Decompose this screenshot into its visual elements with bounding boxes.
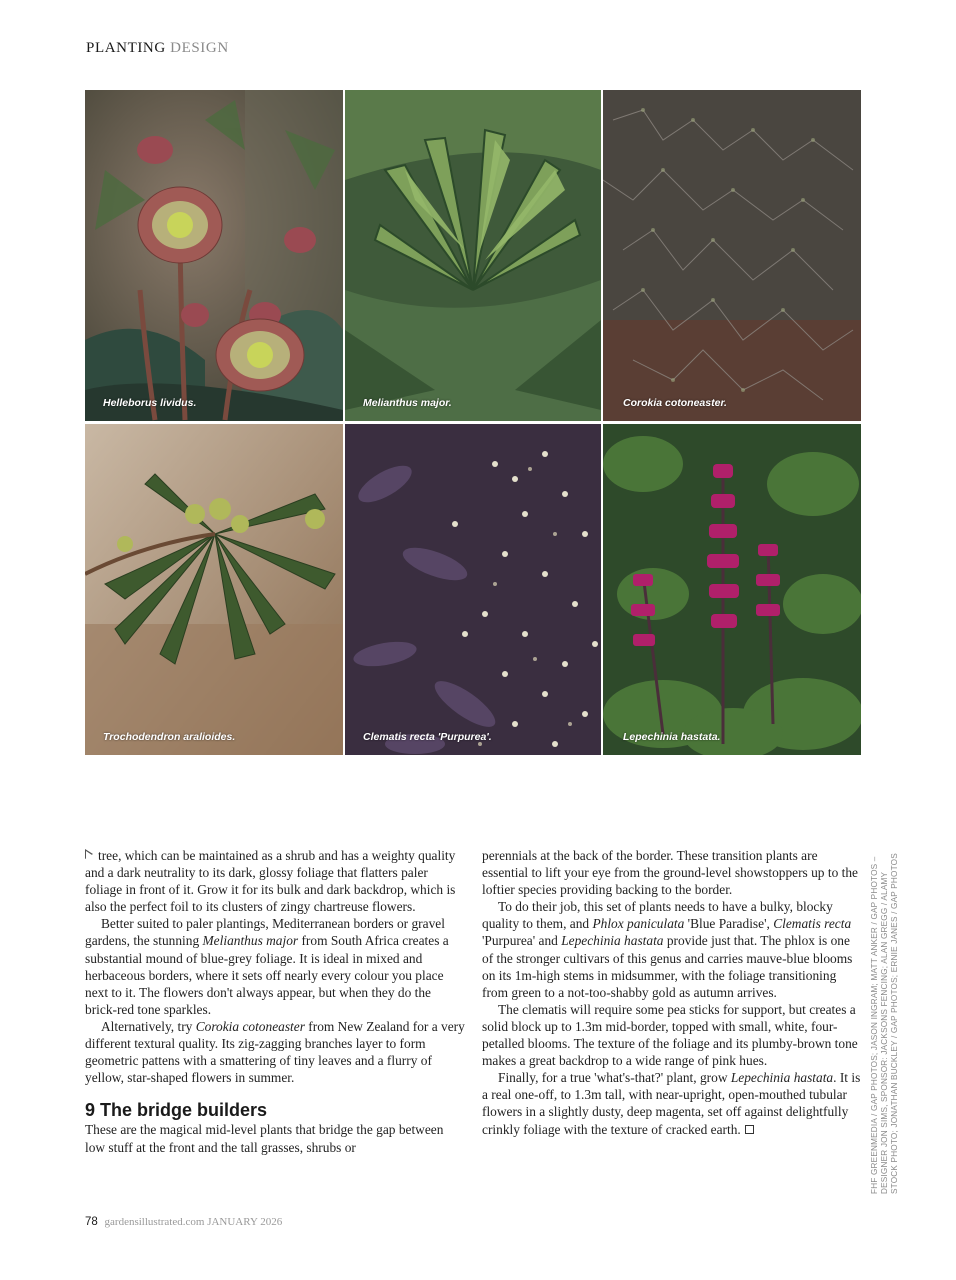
helleborus-image [85, 90, 343, 421]
photo-credits [870, 842, 910, 1194]
photo-clematis [345, 424, 601, 755]
clematis-image [345, 424, 601, 755]
paragraph: The clematis will require some pea sticks for support, but creates a solid block up to 1.3m mid-border, topped with small, white, four-petalled blooms. The texture of the foliage and its plumby-brown tone makes a great backdrop to a wide range of pink hues. [482, 1001, 858, 1069]
paragraph: Better suited to paler plantings, Mediterranean borders or gravel gardens, the stunning Melianthus major from South Africa creates a substantial mound of blue-grey foliage. It is ideal in mixed and herbaceous borders, where it sets off nearly every colour you place next to it. The flowers don't always appear, but when they do the brick-red tone sparkles. [85, 916, 449, 1017]
page-number: 78 [85, 1216, 98, 1228]
end-mark-icon [745, 1125, 754, 1134]
corokia-image [603, 90, 861, 421]
paragraph: Finally, for a true 'what's-that?' plant, grow Lepechinia hastata. It is a real one-off, to 1.3m tall, with near-upright, open-mouthed tubular flowers in a slightly dusty, deep magenta, set off against delightfully crinkly foliage with the texture of cracked earth. [482, 1070, 861, 1137]
section-label: PLANTING [86, 40, 166, 56]
section-header [86, 40, 229, 57]
photo-corokia [603, 90, 861, 421]
photo-caption: Corokia cotoneaster. [623, 397, 727, 409]
paragraph: tree, which can be maintained as a shrub and has a weighty quality and a dark neutrality to its dark, glossy foliage that flatters paler foliage in front of it. Grow it for its bulk and dark backdrop, which is also the perfect foil to its clusters of zingy chartreuse flowers. [85, 848, 456, 915]
melianthus-image [345, 90, 601, 421]
photo-caption: Lepechinia hastata. [623, 731, 721, 743]
trochodendron-image [85, 424, 343, 755]
paragraph: These are the magical mid-level plants that bridge the gap between low stuff at the front and the tall grasses, shrubs or [85, 1122, 444, 1155]
photo-caption: Melianthus major. [363, 397, 452, 409]
paragraph: Alternatively, try Corokia cotoneaster from New Zealand for a very different textural quality. Its zig-zagging branches layer to form geometric pattens with a smattering of tiny leaves and a flurry of yellow, star-shaped flowers in summer. [85, 1018, 465, 1086]
photo-credits-text: FHF GREENMEDIA / GAP PHOTOS; JASON INGRAM; MATT ANKER / GAP PHOTOS – DESIGNER JON SIMS, SPONSOR: JACKSONS FENCING; ALAN GREGG / ALAMY STOCK PHOTO; JONATHAN BUCKLEY / GAP PHOTOS; ERNIE JANES / GAP PHOTOS [870, 853, 899, 1194]
paragraph: perennials at the back of the border. These transition plants are essential to lift your eye from the ground-level showstoppers up to the loftier species providing backing to the border. [482, 848, 858, 898]
photo-helleborus [85, 90, 343, 421]
issue-date: JANUARY 2026 [207, 1216, 283, 1228]
paragraph: To do their job, this set of plants needs to have a bulky, blocky quality to them, and Phlox paniculata 'Blue Paradise', Clematis recta 'Purpurea' and Lepechinia hastata provide just that. The phlox is one of the stronger cultivars of this genus and carries mauve-blue blooms on its 1m-high stems in midsummer, with the foliage transitioning from green to a not-too-shabby gold as autumn arrives. [482, 899, 853, 1000]
photo-grid [85, 90, 861, 755]
photo-caption: Helleborus lividus. [103, 397, 197, 409]
section-subheading: 9 The bridge builders [85, 1100, 268, 1121]
photo-caption: Trochodendron aralioides. [103, 731, 236, 743]
continuation-arrow-inner-icon [86, 851, 92, 859]
photo-caption: Clematis recta 'Purpurea'. [363, 731, 492, 743]
photo-melianthus [345, 90, 601, 421]
site-url: gardensillustrated.com [104, 1216, 205, 1228]
text-column-right [482, 847, 864, 1138]
subsection-label: DESIGN [170, 40, 229, 56]
photo-lepechinia [603, 424, 861, 755]
page-footer [85, 1216, 282, 1228]
lepechinia-image [603, 424, 861, 755]
photo-trochodendron [85, 424, 343, 755]
text-column-left [85, 847, 465, 1156]
